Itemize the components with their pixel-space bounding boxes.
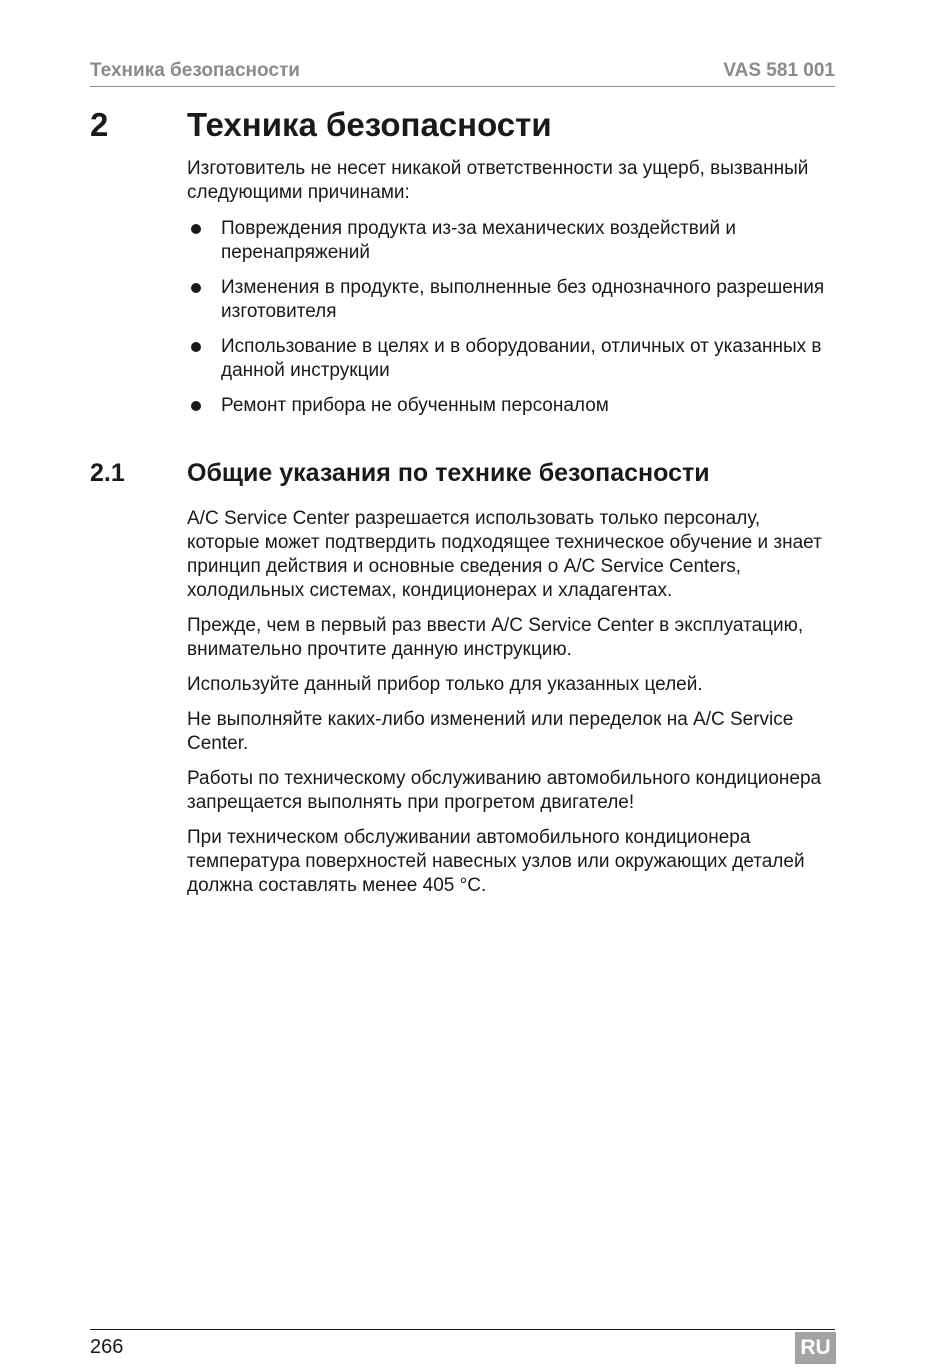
list-item: Использование в целях и в оборудовании, отличных от указанных в данной инструкции xyxy=(187,335,837,383)
page-number: 266 xyxy=(90,1336,124,1358)
section-title: Общие указания по технике безопасности xyxy=(187,459,710,487)
paragraph: При техническом обслуживании автомобильного кондиционера температура поверхностей навесных узлов или окружающих деталей должна составлять менее 405 °C. xyxy=(187,827,805,896)
paragraph: Работы по техническому обслуживанию автомобильного кондиционера запрещается выполнять при прогретом двигателе! xyxy=(187,768,822,813)
header-model-number: VAS 581 001 xyxy=(723,60,835,81)
paragraph: Не выполняйте каких-либо изменений или переделок на A/C Service Center. xyxy=(187,709,794,754)
paragraph: Используйте данный прибор только для указанных целей. xyxy=(187,674,703,695)
bullet-icon xyxy=(191,401,201,411)
language-badge: RU xyxy=(795,1332,836,1364)
footer-divider xyxy=(90,1329,835,1330)
intro-text: Изготовитель не несет никакой ответственности за ущерб, вызванный следующими причинами: xyxy=(187,158,809,203)
paragraph: A/C Service Center разрешается использовать только персоналу, которые может подтвердить подходящее техническое обучение и знает принцип действия и основные сведения о A/C Service Centers, холодильных системах, кондиционерах и хладагентах. xyxy=(187,508,822,601)
chapter-title: Техника безопасности xyxy=(187,106,552,143)
chapter-number: 2 xyxy=(90,106,109,143)
list-item: Изменения в продукте, выполненные без однозначного разрешения изготовителя xyxy=(187,276,837,324)
bullet-icon xyxy=(191,283,201,293)
list-item: Повреждения продукта из-за механических воздействий и перенапряжений xyxy=(187,217,837,265)
list-item: Ремонт прибора не обученным персоналом xyxy=(187,394,837,418)
running-header xyxy=(90,60,835,87)
paragraph: Прежде, чем в первый раз ввести A/C Service Center в эксплуатацию, внимательно прочтите данную инструкцию. xyxy=(187,615,804,660)
intro-paragraph xyxy=(187,157,837,205)
section-number: 2.1 xyxy=(90,459,125,487)
damage-causes-list xyxy=(187,217,837,429)
bullet-icon xyxy=(191,342,201,352)
safety-instructions xyxy=(187,507,837,909)
header-section-title: Техника безопасности xyxy=(90,60,300,81)
bullet-icon xyxy=(191,224,201,234)
